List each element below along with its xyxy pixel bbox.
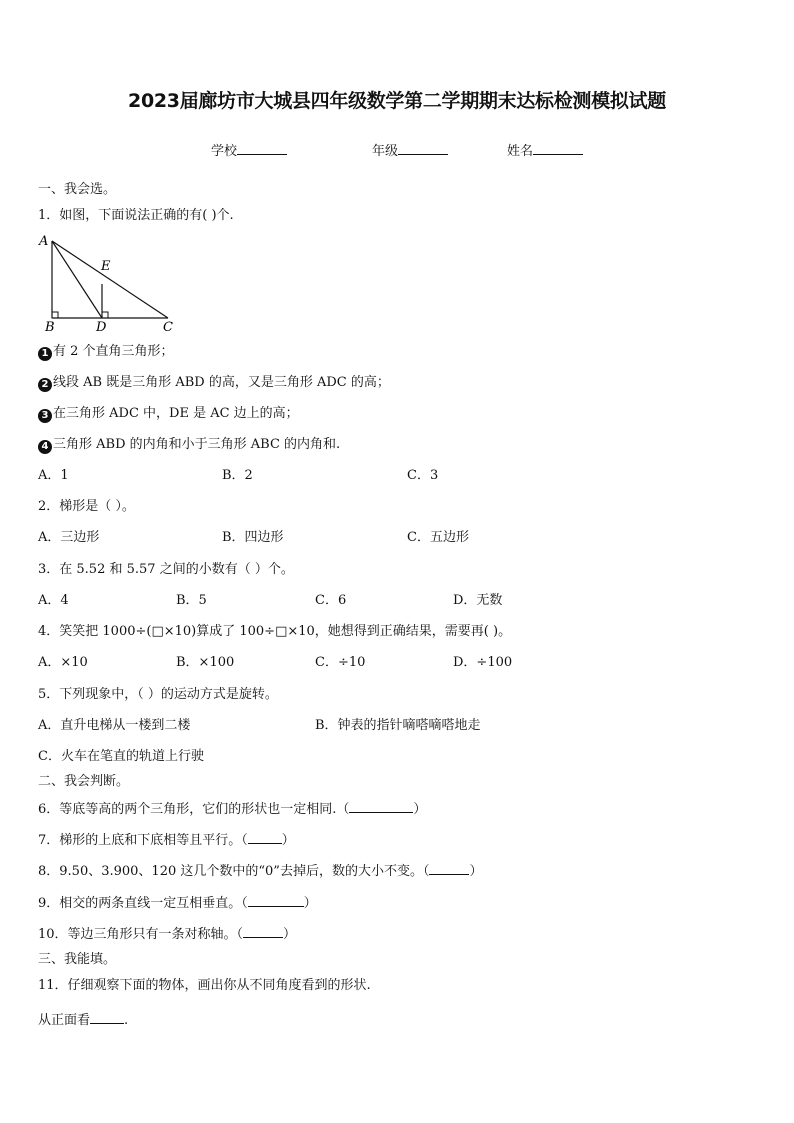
q5-option-c[interactable]: C．火车在笔直的轨道上行驶 xyxy=(38,749,204,764)
circled-2-icon: 2 xyxy=(38,378,52,392)
statement-3-text: 在三角形 ADC 中，DE 是 AC 边上的高； xyxy=(53,406,299,421)
label-b: B xyxy=(45,320,55,334)
grade-blank xyxy=(398,142,448,155)
question-8-close: ） xyxy=(469,864,483,879)
question-6 xyxy=(38,800,426,819)
question-8-text: 8．9.50、3.900、120 这几个数中的“0”去掉后，数的大小不变。（ xyxy=(38,864,430,879)
front-view-end: . xyxy=(124,1013,129,1028)
student-info-fields xyxy=(0,140,794,160)
question-9-text: 9．相交的两条直线一定互相垂直。（ xyxy=(38,896,248,911)
answer-blank-10[interactable] xyxy=(243,925,283,938)
statement-2 xyxy=(38,374,390,392)
name-blank xyxy=(533,142,583,155)
q3-option-d[interactable]: D．无数 xyxy=(453,593,503,608)
question-1-stem: 1．如图，下面说法正确的有( )个. xyxy=(38,208,234,223)
question-7 xyxy=(38,831,295,850)
answer-blank-11[interactable] xyxy=(90,1011,124,1024)
section-heading-1: 一、我会选。 xyxy=(38,182,117,197)
q1-option-c[interactable]: C．3 xyxy=(407,468,439,483)
q2-option-b[interactable]: B．四边形 xyxy=(222,530,284,545)
q3-option-c[interactable]: C．6 xyxy=(315,593,347,608)
question-11-stem: 11．仔细观察下面的物体，画出你从不同角度看到的形状. xyxy=(38,978,371,993)
label-e: E xyxy=(101,259,111,274)
q1-option-b[interactable]: B．2 xyxy=(222,468,253,483)
name-field[interactable] xyxy=(507,140,583,159)
section-heading-3: 三、我能填。 xyxy=(38,952,117,967)
question-10 xyxy=(38,925,296,944)
page-title: 2023届廊坊市大城县四年级数学第二学期期末达标检测模拟试题 xyxy=(128,90,666,112)
question-3-stem: 3．在 5.52 和 5.57 之间的小数有（ ）个。 xyxy=(38,562,294,577)
label-d: D xyxy=(96,320,107,334)
q4-option-d[interactable]: D．÷100 xyxy=(453,655,513,670)
question-11-front-view xyxy=(38,1011,128,1030)
question-4-stem: 4．笑笑把 1000÷(□×10)算成了 100÷□×10，她想得到正确结果，需要再( )。 xyxy=(38,624,512,639)
label-a: A xyxy=(39,234,49,249)
q5-option-b[interactable]: B．钟表的指针嘀嗒嘀嗒地走 xyxy=(315,718,481,733)
question-6-text: 6．等底等高的两个三角形，它们的形状也一定相同.（ xyxy=(38,802,350,817)
question-2-stem: 2．梯形是（ ）。 xyxy=(38,499,135,514)
q2-option-c[interactable]: C．五边形 xyxy=(407,530,469,545)
question-9-close: ） xyxy=(303,896,317,911)
question-9 xyxy=(38,894,317,913)
name-label: 姓名 xyxy=(507,144,534,159)
statement-1 xyxy=(38,343,174,361)
q4-option-a[interactable]: A．×10 xyxy=(38,655,88,670)
question-6-close: ） xyxy=(413,802,427,817)
q1-option-a[interactable]: A．1 xyxy=(38,468,69,483)
section-heading-2: 二、我会判断。 xyxy=(38,774,130,789)
q5-option-a[interactable]: A．直升电梯从一楼到二楼 xyxy=(38,718,191,733)
q2-option-a[interactable]: A．三边形 xyxy=(38,530,100,545)
label-c: C xyxy=(163,320,173,334)
circled-1-icon: 1 xyxy=(38,347,52,361)
circled-3-icon: 3 xyxy=(38,409,52,423)
answer-blank-9[interactable] xyxy=(248,894,304,907)
question-10-close: ） xyxy=(283,927,297,942)
q3-option-b[interactable]: B．5 xyxy=(176,593,207,608)
triangle-figure xyxy=(36,232,186,334)
question-8 xyxy=(38,862,482,881)
question-10-text: 10．等边三角形只有一条对称轴。（ xyxy=(38,927,244,942)
grade-field[interactable] xyxy=(372,140,448,159)
school-blank xyxy=(237,142,287,155)
statement-4 xyxy=(38,436,340,454)
q4-option-c[interactable]: C．÷10 xyxy=(315,655,366,670)
question-7-close: ） xyxy=(281,833,295,848)
question-5-stem: 5．下列现象中，（ ）的运动方式是旋转。 xyxy=(38,687,278,702)
statement-1-text: 有 2 个直角三角形； xyxy=(53,344,174,359)
grade-label: 年级 xyxy=(372,144,399,159)
q3-option-a[interactable]: A．4 xyxy=(38,593,69,608)
q4-option-b[interactable]: B．×100 xyxy=(176,655,235,670)
answer-blank-7[interactable] xyxy=(248,831,282,844)
school-field[interactable] xyxy=(211,140,287,159)
question-7-text: 7．梯形的上底和下底相等且平行。（ xyxy=(38,833,248,848)
statement-3 xyxy=(38,405,299,423)
circled-4-icon: 4 xyxy=(38,440,52,454)
statement-2-text: 线段 AB 既是三角形 ABD 的高，又是三角形 ADC 的高； xyxy=(53,375,390,390)
answer-blank-6[interactable] xyxy=(349,800,413,813)
front-view-label: 从正面看 xyxy=(38,1013,91,1028)
school-label: 学校 xyxy=(211,144,238,159)
statement-4-text: 三角形 ABD 的内角和小于三角形 ABC 的内角和. xyxy=(53,437,341,452)
answer-blank-8[interactable] xyxy=(429,862,469,875)
